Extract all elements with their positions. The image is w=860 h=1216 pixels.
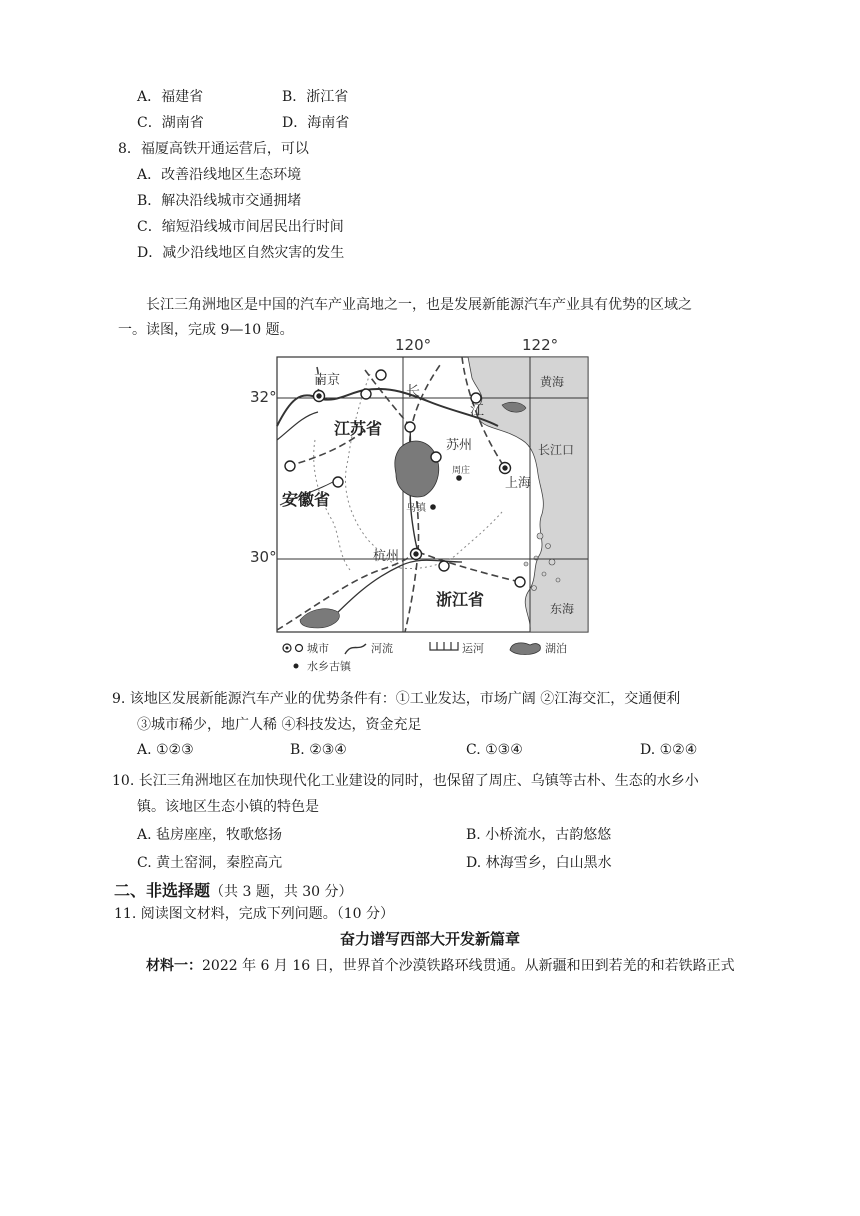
intro-line1: 长江三角洲地区是中国的汽车产业高地之一，也是发展新能源汽车产业具有优势的区域之	[146, 297, 692, 313]
section2-heading	[114, 878, 353, 901]
q7-option-b: B．浙江省	[282, 89, 349, 105]
label-jiang: 江	[470, 403, 484, 419]
q9-option-d: D. ①②④	[640, 742, 698, 758]
q8-option-d: D．减少沿线地区自然灾害的发生	[137, 245, 345, 261]
q7-option-d: D．海南省	[282, 115, 350, 131]
legend-town: 水乡古镇	[307, 660, 351, 673]
lon-120-label: 120°	[395, 336, 432, 354]
label-shanghai: 上海	[505, 476, 532, 491]
taihu-lake	[395, 441, 439, 497]
q8-option-c: C．缩短沿线城市间居民出行时间	[137, 219, 344, 235]
label-hangzhou: 杭州	[373, 549, 400, 564]
lat-32-label: 32°	[250, 388, 277, 406]
label-huanghai: 黄海	[540, 375, 565, 389]
town-marker-wuzhen	[430, 504, 436, 510]
q10-stem-2: 镇。该地区生态小镇的特色是	[137, 799, 319, 815]
q8-option-b: B．解决沿线城市交通拥堵	[137, 193, 302, 209]
q10-stem: 10. 长江三角洲地区在加快现代化工业建设的同时，也保留了周庄、乌镇等古朴、生态的水乡小	[112, 773, 699, 789]
label-suzhou: 苏州	[446, 438, 473, 453]
label-nanjing: 南京	[314, 373, 341, 388]
q9-option-b: B. ②③④	[290, 742, 347, 758]
label-jiangsu: 江苏省	[334, 419, 383, 438]
q8-option-a: A．改善沿线地区生态环境	[137, 167, 302, 183]
q8-stem: 8．福厦高铁开通运营后，可以	[118, 141, 309, 157]
q9-option-c: C. ①③④	[466, 742, 523, 758]
q11-material-1	[146, 955, 735, 975]
intro-line2: 一。读图，完成 9—10 题。	[118, 322, 294, 338]
q10-option-a: A. 毡房座座，牧歌悠扬	[137, 827, 283, 843]
label-donghai: 东海	[550, 602, 575, 616]
q11-material-1-label: 材料一：	[146, 958, 202, 974]
lon-122-label: 122°	[522, 336, 559, 354]
q9-option-a: A. ①②③	[137, 742, 194, 758]
lat-30-label: 30°	[250, 548, 277, 566]
town-marker-zhouzhuang	[456, 475, 462, 481]
q7-option-c: C．湖南省	[137, 115, 204, 131]
label-zhouzhuang: 周庄	[452, 466, 471, 476]
map-legend	[283, 641, 567, 673]
label-zhejiang: 浙江省	[436, 590, 485, 609]
section2-title: 二、非选择题	[114, 881, 211, 900]
legend-river: 河流	[371, 642, 393, 655]
yangtze-delta-map	[240, 330, 620, 675]
q9-stem-2: ③城市稀少，地广人稀 ④科技发达，资金充足	[137, 717, 422, 733]
legend-lake: 湖泊	[545, 642, 567, 655]
legend-city: 城市	[307, 642, 329, 655]
legend-canal: 运河	[462, 642, 484, 655]
q9-stem: 9. 该地区发展新能源汽车产业的优势条件有：①工业发达，市场广阔 ②江海交汇，交通便利	[112, 691, 681, 707]
label-wuzhen: 乌镇	[406, 503, 426, 514]
label-anhui: 安徽省	[282, 490, 331, 509]
label-chang: 长	[406, 384, 420, 400]
q11-stem: 11. 阅读图文材料，完成下列问题。（10 分）	[114, 906, 394, 922]
q11-material-title: 奋力谱写西部大开发新篇章	[339, 930, 520, 948]
q10-option-b: B. 小桥流水，古韵悠悠	[466, 827, 612, 843]
q11-material-1-text: 2022 年 6 月 16 日，世界首个沙漠铁路环线贯通。从新疆和田到若羌的和若铁路正式	[202, 958, 735, 974]
section2-note: （共 3 题，共 30 分）	[210, 884, 353, 900]
q10-option-d: D. 林海雪乡，白山黑水	[466, 855, 612, 871]
q10-option-c: C. 黄土窑洞，秦腔高亢	[137, 855, 283, 871]
label-yangtze-mouth: 长江口	[538, 443, 575, 457]
q7-option-a: A．福建省	[137, 89, 204, 105]
